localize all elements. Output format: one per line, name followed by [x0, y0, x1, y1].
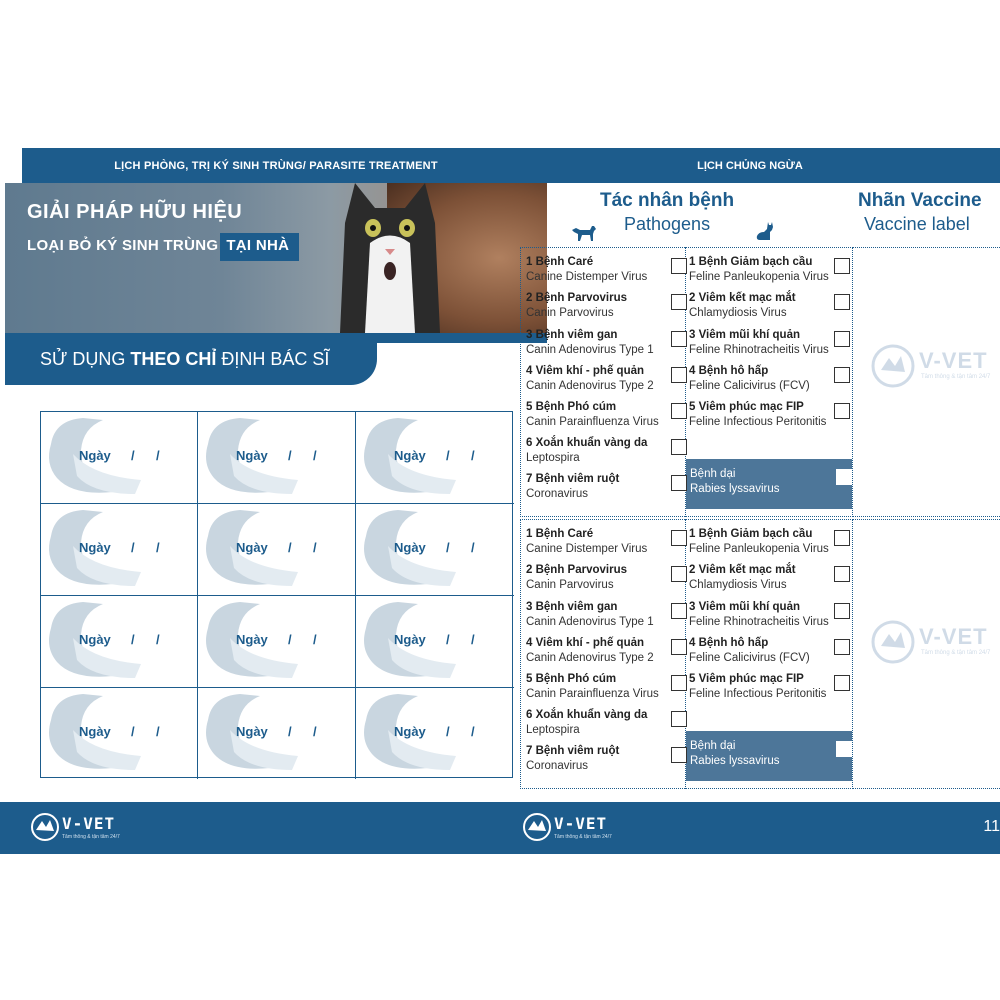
dog-vaccine-item: [526, 563, 686, 597]
vvet-watermark-text: V-VET: [919, 624, 988, 649]
date-slash: /: [446, 540, 450, 555]
dog-vaccine-checkbox[interactable]: [671, 403, 687, 419]
cat-vaccine-item: [689, 600, 849, 634]
disease-name: 1 Bệnh Giảm bạch cầu: [689, 528, 813, 540]
date-label: Ngày: [79, 540, 111, 555]
usage-bold: THEO CHỈ: [130, 348, 217, 369]
dog-vaccine-checkbox[interactable]: [671, 675, 687, 691]
date-cell[interactable]: [198, 504, 356, 596]
rabies-row: [686, 459, 852, 509]
dog-vaccine-checkbox[interactable]: [671, 367, 687, 383]
pathogen-name: Chlamydiosis Virus: [689, 307, 787, 319]
rabies-sub: Rabies lyssavirus: [690, 755, 780, 767]
dog-vaccine-checkbox[interactable]: [671, 566, 687, 582]
pathogen-name: Canin Adenovirus Type 2: [526, 652, 654, 664]
pathogen-name: Leptospira: [526, 724, 580, 736]
pathogen-name: Feline Panleukopenia Virus: [689, 543, 829, 555]
cat-vaccine-item: [689, 672, 849, 706]
pathogen-name: Canin Parvovirus: [526, 307, 614, 319]
dog-vaccine-checkbox[interactable]: [671, 747, 687, 763]
disease-name: 4 Viêm khí - phế quản: [526, 365, 645, 377]
cat-vaccine-checkbox[interactable]: [834, 331, 850, 347]
date-slash: /: [471, 540, 475, 555]
cat-vaccine-checkbox[interactable]: [834, 603, 850, 619]
usage-banner: [5, 333, 377, 385]
pathogen-name: Leptospira: [526, 452, 580, 464]
rabies-item: [690, 467, 850, 501]
rabies-name: Bệnh dại: [690, 468, 736, 480]
dog-vaccine-checkbox[interactable]: [671, 639, 687, 655]
pathogen-name: Coronavirus: [526, 488, 588, 500]
dog-vaccine-checkbox[interactable]: [671, 439, 687, 455]
disease-name: 3 Bệnh viêm gan: [526, 329, 618, 341]
rabies-checkbox[interactable]: [836, 469, 852, 485]
date-cell[interactable]: [41, 688, 198, 779]
vvet-logo-left: [30, 812, 130, 846]
pathogen-name: Feline Panleukopenia Virus: [689, 271, 829, 283]
vvet-watermark-logo: [871, 344, 915, 388]
cat-vaccine-item: [689, 527, 849, 561]
dog-vaccine-item: [526, 744, 686, 778]
pathogen-name: Canin Parvovirus: [526, 579, 614, 591]
pathogen-name: Coronavirus: [526, 760, 588, 772]
disease-name: 2 Bệnh Parvovirus: [526, 564, 627, 576]
date-label: Ngày: [236, 724, 268, 739]
pathogen-name: Canin Adenovirus Type 2: [526, 380, 654, 392]
cat-vaccine-checkbox[interactable]: [834, 294, 850, 310]
rabies-checkbox[interactable]: [836, 741, 852, 757]
vvet-logo-tagline: Tâm thông & tận tâm 24/7: [62, 834, 120, 840]
date-slash: /: [131, 448, 135, 463]
cat-vaccine-checkbox[interactable]: [834, 403, 850, 419]
pathogen-name: Canine Distemper Virus: [526, 271, 648, 283]
disease-name: 2 Viêm kết mạc mắt: [689, 292, 796, 304]
date-cell[interactable]: [198, 688, 356, 779]
vaccine-record-block-2: [520, 519, 1000, 789]
date-slash: /: [446, 724, 450, 739]
cat-photo: [335, 183, 445, 333]
cat-icon: [754, 220, 776, 242]
date-label: Ngày: [394, 632, 426, 647]
disease-name: 5 Viêm phúc mạc FIP: [689, 673, 804, 685]
date-slash: /: [471, 632, 475, 647]
date-slash: /: [288, 448, 292, 463]
vvet-logo-icon: [30, 812, 60, 842]
date-cell[interactable]: [356, 688, 514, 779]
date-label: Ngày: [394, 724, 426, 739]
dog-vaccine-checkbox[interactable]: [671, 331, 687, 347]
page-number: 11: [983, 818, 1000, 835]
vvet-logo-tagline: Tâm thông & tận tâm 24/7: [554, 834, 612, 840]
pathogens-subtitle: Pathogens: [624, 214, 711, 234]
vaccine-label-subtitle: Vaccine label: [864, 214, 970, 234]
vvet-watermark-tagline: Tâm thông & tận tâm 24/7: [921, 650, 991, 656]
date-slash: /: [131, 724, 135, 739]
date-slash: /: [131, 632, 135, 647]
pathogen-name: Canin Parainfluenza Virus: [526, 688, 659, 700]
date-slash: /: [131, 540, 135, 555]
parasite-header-bar: [22, 148, 550, 183]
disease-name: 7 Bệnh viêm ruột: [526, 473, 620, 485]
dog-vaccine-item: [526, 708, 686, 742]
dog-vaccine-item: [526, 328, 686, 362]
cat-vaccine-checkbox[interactable]: [834, 675, 850, 691]
dog-vaccine-item: [526, 636, 686, 670]
date-slash: /: [288, 724, 292, 739]
hero-subtitle-highlight: TẠI NHÀ: [220, 233, 299, 261]
cat-vaccine-checkbox[interactable]: [834, 530, 850, 546]
date-slash: /: [446, 448, 450, 463]
dog-vaccine-item: [526, 255, 686, 289]
pathogens-title: Tác nhân bệnh: [600, 190, 735, 211]
cat-vaccine-item: [689, 636, 849, 670]
parasite-header-title: LỊCH PHÒNG, TRỊ KÝ SINH TRÙNG/ PARASITE TREATMENT: [114, 159, 438, 172]
cat-vaccine-checkbox[interactable]: [834, 367, 850, 383]
hero-subtitle: [27, 233, 299, 261]
vvet-watermark: [871, 620, 1000, 668]
date-slash: /: [313, 540, 317, 555]
dog-vaccine-checkbox[interactable]: [671, 603, 687, 619]
cat-vaccine-item: [689, 400, 849, 434]
date-cell[interactable]: [356, 504, 514, 596]
rabies-sub: Rabies lyssavirus: [690, 483, 780, 495]
date-slash: /: [288, 540, 292, 555]
pathogen-name: Feline Calicivirus (FCV): [689, 652, 810, 664]
dog-vaccine-item: [526, 600, 686, 634]
disease-name: 3 Bệnh viêm gan: [526, 601, 618, 613]
pathogen-name: Feline Infectious Peritonitis: [689, 416, 827, 428]
cat-vaccine-item: [689, 364, 849, 398]
date-cell[interactable]: [356, 596, 514, 688]
vvet-watermark: [871, 344, 1000, 392]
pathogen-name: Feline Rhinotracheitis Virus: [689, 344, 829, 356]
disease-name: 7 Bệnh viêm ruột: [526, 745, 620, 757]
pathogen-name: Canin Parainfluenza Virus: [526, 416, 659, 428]
date-slash: /: [156, 724, 160, 739]
pathogen-name: Feline Infectious Peritonitis: [689, 688, 827, 700]
pathogen-name: Chlamydiosis Virus: [689, 579, 787, 591]
vaccine-label-area: [853, 247, 1000, 517]
disease-name: 3 Viêm mũi khí quản: [689, 601, 800, 613]
date-label: Ngày: [79, 632, 111, 647]
dog-vaccine-item: [526, 527, 686, 561]
disease-name: 4 Bệnh hô hấp: [689, 365, 769, 377]
vaccine-label-area: [853, 519, 1000, 789]
dog-vaccine-checkbox[interactable]: [671, 258, 687, 274]
disease-name: 5 Viêm phúc mạc FIP: [689, 401, 804, 413]
date-grid: [40, 411, 513, 778]
date-label: Ngày: [394, 540, 426, 555]
dog-vaccine-checkbox[interactable]: [671, 530, 687, 546]
dog-vaccine-item: [526, 436, 686, 470]
date-slash: /: [156, 632, 160, 647]
disease-name: 6 Xoắn khuẩn vàng da: [526, 709, 648, 721]
date-cell[interactable]: [41, 596, 198, 688]
date-cell[interactable]: [41, 412, 198, 504]
date-label: Ngày: [236, 448, 268, 463]
disease-name: 1 Bệnh Caré: [526, 256, 594, 268]
cat-vaccine-item: [689, 563, 849, 597]
cat-vaccine-checkbox[interactable]: [834, 566, 850, 582]
date-label: Ngày: [79, 724, 111, 739]
date-slash: /: [446, 632, 450, 647]
vvet-logo-text: V-VET: [62, 814, 116, 833]
vvet-watermark-logo: [871, 620, 915, 664]
rabies-row: [686, 731, 852, 781]
vaccination-header-bar: [520, 148, 1000, 183]
date-label: Ngày: [236, 540, 268, 555]
disease-name: 5 Bệnh Phó cúm: [526, 673, 617, 685]
date-cell[interactable]: [356, 412, 514, 504]
date-slash: /: [156, 540, 160, 555]
vaccination-header-title: LỊCH CHỦNG NGỪA: [697, 159, 803, 172]
disease-name: 2 Viêm kết mạc mắt: [689, 564, 796, 576]
date-slash: /: [313, 724, 317, 739]
pathogen-name: Feline Rhinotracheitis Virus: [689, 616, 829, 628]
cat-vaccine-item: [689, 328, 849, 362]
dog-vaccine-checkbox[interactable]: [671, 475, 687, 491]
date-slash: /: [313, 632, 317, 647]
rabies-item: [690, 739, 850, 773]
vvet-watermark-text: V-VET: [919, 348, 988, 373]
date-label: Ngày: [236, 632, 268, 647]
cat-vaccine-checkbox[interactable]: [834, 639, 850, 655]
date-cell[interactable]: [198, 596, 356, 688]
hero-subtitle-prefix: LOẠI BỎ KÝ SINH TRÙNG: [27, 237, 219, 254]
disease-name: 6 Xoắn khuẩn vàng da: [526, 437, 648, 449]
cat-vaccine-item: [689, 291, 849, 325]
dog-vaccine-item: [526, 672, 686, 706]
date-slash: /: [471, 448, 475, 463]
pathogen-name: Canin Adenovirus Type 1: [526, 616, 654, 628]
rabies-name: Bệnh dại: [690, 740, 736, 752]
date-cell[interactable]: [41, 504, 198, 596]
hero-banner: [5, 183, 547, 333]
date-slash: /: [313, 448, 317, 463]
usage-prefix: SỬ DỤNG: [40, 348, 126, 369]
vvet-logo-icon: [522, 812, 552, 842]
vvet-logo-text: V-VET: [554, 814, 608, 833]
dog-vaccine-item: [526, 291, 686, 325]
disease-name: 1 Bệnh Giảm bạch cầu: [689, 256, 813, 268]
date-label: Ngày: [394, 448, 426, 463]
disease-name: 1 Bệnh Caré: [526, 528, 594, 540]
cat-vaccine-item: [689, 255, 849, 289]
pathogen-name: Feline Calicivirus (FCV): [689, 380, 810, 392]
vaccine-record-block-1: [520, 247, 1000, 517]
disease-name: 4 Bệnh hô hấp: [689, 637, 769, 649]
usage-suffix: ĐỊNH BÁC SĨ: [221, 348, 330, 369]
disease-name: 5 Bệnh Phó cúm: [526, 401, 617, 413]
date-label: Ngày: [79, 448, 111, 463]
pathogen-name: Canin Adenovirus Type 1: [526, 344, 654, 356]
vaccine-label-title: Nhãn Vaccine: [858, 190, 982, 211]
dog-vaccine-item: [526, 364, 686, 398]
date-cell[interactable]: [198, 412, 356, 504]
cat-vaccine-checkbox[interactable]: [834, 258, 850, 274]
dog-vaccine-item: [526, 472, 686, 506]
dog-vaccine-checkbox[interactable]: [671, 294, 687, 310]
date-slash: /: [471, 724, 475, 739]
hero-title: GIẢI PHÁP HỮU HIỆU: [27, 201, 243, 223]
pathogen-name: Canine Distemper Virus: [526, 543, 648, 555]
footer-bar: [0, 802, 1000, 854]
dog-icon: [570, 220, 598, 242]
vvet-watermark-tagline: Tâm thông & tận tâm 24/7: [921, 374, 991, 380]
date-slash: /: [156, 448, 160, 463]
dog-vaccine-checkbox[interactable]: [671, 711, 687, 727]
vvet-logo-center: [522, 812, 622, 846]
disease-name: 4 Viêm khí - phế quản: [526, 637, 645, 649]
disease-name: 3 Viêm mũi khí quản: [689, 329, 800, 341]
date-slash: /: [288, 632, 292, 647]
disease-name: 2 Bệnh Parvovirus: [526, 292, 627, 304]
dog-vaccine-item: [526, 400, 686, 434]
